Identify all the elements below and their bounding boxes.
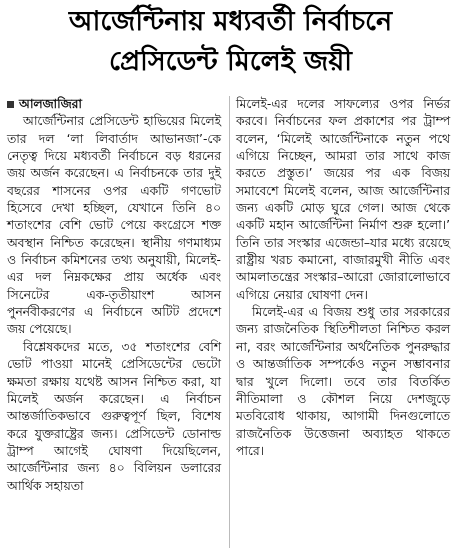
square-bullet-icon	[7, 101, 14, 108]
article-paragraph: মিলেই-এর এ বিজয় শুধু তার সরকারের জন্য রাজনৈতিক স্থিতিশীলতা নিশ্চিত করল না, বরং আর্জেন্টিনার অর্থনৈতিক পুনরুদ্ধার ও আন্তর্জাতিক সম্পর্কেও নতুন সম্ভাবনার দ্বার খুলে দিলো। তবে তার বিতর্কিত নীতিমালা ও কৌশল নিয়ে দেশজুড়ে মতবিরোধ থাকায়, আগামী দিনগুলোতে রাজনৈতিক উত্তেজনা অব্যাহত থাকতে পারে।	[236, 305, 450, 458]
headline-line-1: আর্জেন্টিনায় মধ্যবর্তী নির্বাচনে	[68, 6, 393, 37]
byline-source: আলজাজিরা	[19, 97, 82, 111]
column-divider	[229, 96, 230, 548]
article-paragraph: বিশ্লেষকদের মতে, ৩৫ শতাংশের বেশি ভোট পাওয়া মানেই প্রেসিডেন্টের ভেটো ক্ষমতা রক্ষায় যথেষ্ট আসন নিশ্চিত করা, যা মিলেই অর্জন করেছেন। এ নির্বাচন আন্তর্জাতিকভাবে গুরুত্বপূর্ণ ছিল, বিশেষ করে যুক্তরাষ্ট্রের জন্য। প্রেসিডেন্ট ডোনাল্ড ট্রাম্প আগেই ঘোষণা দিয়েছিলেন, আর্জেন্টিনার জন্য ৪০ বিলিয়ন ডলারের আর্থিক সহায়তা	[7, 339, 221, 493]
article-column-right	[236, 96, 450, 460]
article-paragraph: মিলেই-এর দলের সাফল্যের ওপর নির্ভর করবে। নির্বাচনের ফল প্রকাশের পর ট্রাম্প বলেন, ‘মিলেই আর্জেন্টিনাকে নতুন পথে এগিয়ে নিচ্ছেন, আমরা তার সাথে কাজ করতে প্রস্তুত।’ জয়ের পর এক বিজয় সমাবেশে মিলেই বলেন, আজ আর্জেন্টিনার জন্য একটি মোড় ঘুরে গেল। আজ থেকে একটি মহান আর্জেন্টিনা নির্মাণ শুরু হলো।’ তিনি তার সংস্কার এজেন্ডা–যার মধ্যে রয়েছে রাষ্ট্রীয় খরচ কমানো, বাজারমুখী নীতি এবং আমলাতন্ত্রের সংস্কার–আরো জোরালোভাবে এগিয়ে নেয়ার ঘোষণা দেন।	[236, 97, 450, 302]
article-paragraph: আর্জেন্টিনার প্রেসিডেন্ট হাভিয়ের মিলেই তার দল ‘লা লিবার্তাদ আভানজা’-কে নেতৃত্ব দিয়ে মধ্যবর্তী নির্বাচনে বড় ধরনের জয় অর্জন করেছেন। এ নির্বাচনকে তার দুই বছরের শাসনের ওপর একটি গণভোট হিসেবে দেখা হচ্ছিল, যেখানে তিনি ৪০ শতাংশের বেশি ভোট পেয়ে কংগ্রেসে শক্ত অবস্থান নিশ্চিত করেছেন। স্থানীয় গণমাধ্যম ও নির্বাচন কমিশনের তথ্য অনুযায়ী, মিলেই-এর দল নিম্নকক্ষের প্রায় অর্ধেক এবং সিনেটের এক-তৃতীয়াংশ আসন পুনর্নবীকরণের এ নির্বাচনে অটিট প্রদেশে জয় পেয়েছে।	[7, 114, 221, 337]
article-column-left	[7, 96, 221, 495]
byline	[7, 96, 221, 113]
headline-line-2: প্রেসিডেন্ট মিলেই জয়ী	[109, 46, 352, 77]
